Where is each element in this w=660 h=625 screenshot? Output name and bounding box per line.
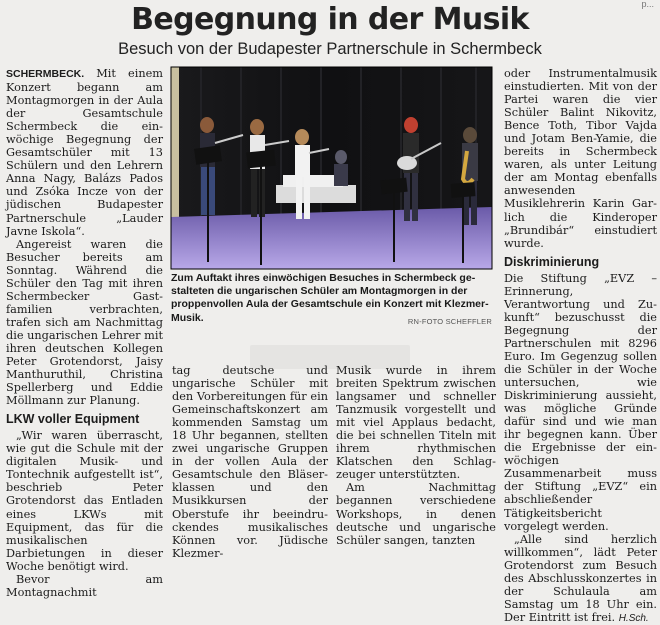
corner-fragment-text: p... bbox=[641, 0, 654, 9]
article-column-4 bbox=[504, 67, 657, 625]
photo-caption bbox=[171, 272, 492, 328]
headline: Begegnung in der Musik bbox=[131, 2, 529, 37]
lead-paragraph bbox=[6, 67, 163, 238]
article-column-3 bbox=[336, 364, 496, 547]
paragraph: Musik wurde in ihrem breiten Spektrum zwischen langsamer und schneller Tanzmusik vorgestellt und mit viel Applaus bedacht, die bei schnellen Titeln mit ihrem rhythmischen Klatschen den Schlagzeuger unterstützten. bbox=[336, 364, 496, 482]
closing-paragraph bbox=[504, 533, 657, 625]
article-column-2 bbox=[172, 364, 328, 560]
paragraph: Bevor am Montagnachmit bbox=[6, 572, 163, 599]
dateline: SCHERMBECK. bbox=[6, 68, 85, 80]
paragraph: oder Instrumentalmusik einstudierten. Mit von der Partei waren die vier Schüler Balint Nikovitz, Bence Toth, Tibor Vajda und Jotam Ben-Yamie, die bereits in Schermbeck waren, als unter Leitung der am Montag ebenfalls anwesenden Musiklehrerin Karin Garlich die Kinderoper „Brundibár“ einstudiert wurde. bbox=[504, 67, 657, 250]
closing-paragraph-text: „Alle sind herzlich willkommen“, lädt Peter Grotendorst zum Besuch des Abschlusskonzertes in der Schulaula am Samstag um 18 Uhr ein. Der Eintritt ist frei. bbox=[504, 532, 657, 624]
photo-credit: RN-FOTO SCHEFFLER bbox=[407, 316, 492, 326]
subheadline: Besuch von der Budapester Partnerschule in Schermbeck bbox=[118, 40, 542, 58]
subhead-lkw: LKW voller Equipment bbox=[6, 412, 140, 427]
lead-paragraph-text: Mit einem Konzert begann am Montagmorgen in der Aula der Gesamtschule Schermbeck die einwöchige Begegnung der Gesamtschüler mit 13 Schülern und den Lehrern Anna Nagy, Balázs Pados und Zsóka Incze von der jüdischen Budapester Partnerschule „Lauder Javne Iskola“. bbox=[6, 67, 163, 238]
article-column-1 bbox=[6, 67, 163, 599]
paragraph: Die Stiftung „EVZ – Erinnerung, Verantwortung und Zukunft“ bezuschusst die Begegnung der Partnerschulen mit 8296 Euro. Im Gegenzug sollen die Schüler in der Woche untersuchen, wie Diskriminierung aussieht, was mögliche Gründe dafür sind und wie man ihr begegnen kann. Über die Ergebnisse der einwöchigen Zusammenarbeit muss der Stiftung „EVZ“ ein abschließender Tätigkeitsbericht vorgelegt werden. bbox=[504, 271, 657, 533]
paragraph: Angereist waren die Besucher bereits am Sonntag. Während die Schüler den Tag mit ihren Schermbecker Gastfamilien verbrachten, trafen sich am Nachmittag die ungarischen Lehrer mit ihren deutschen Kollegen Peter Grotendorst, Jaisy Manthuruthil, Christina Spellerberg und Eddie Möllmann zur Planung. bbox=[6, 237, 164, 408]
paragraph: tag deutsche und ungarische Schüler mit den Vorbereitungen für ein Gemeinschaftskonzert am kommenden Samstag um 18 Uhr begannen, stellten zwei ungarische Gruppen in der vollen Aula der Gesamtschule den Bläserklassen und den Musikkursen der Oberstufe ihr beeindruckendes musikalisches Können vor. Jüdische Klezmer- bbox=[172, 364, 328, 560]
paragraph: „Wir waren überrascht, wie gut die Schule mit der digitalen Musik- und Tontechnik aufgestellt ist“, beschrieb Peter Grotendorst das Entladen eines LKWs mit Equipment, das für die musikalischen Darbietungen in dieser Woche benötigt wird. bbox=[6, 429, 163, 573]
paragraph: Am Nachmittag begannen verschiedene Workshops, in denen deutsche und ungarische Schüler sangen, tanzten bbox=[336, 481, 496, 547]
subhead-diskriminierung: Diskriminierung bbox=[504, 254, 600, 269]
author-signature: H.Sch. bbox=[618, 612, 649, 624]
photo-caption-text: Zum Auftakt ihres einwöchigen Besuches in Schermbeck gestalteten die ungarischen Schüler am Montagmorgen in der proppenvollen Aula der Gesamtschule ein Konzert mit Klezmer-Musik. bbox=[171, 272, 489, 324]
concert-photo bbox=[171, 67, 492, 269]
